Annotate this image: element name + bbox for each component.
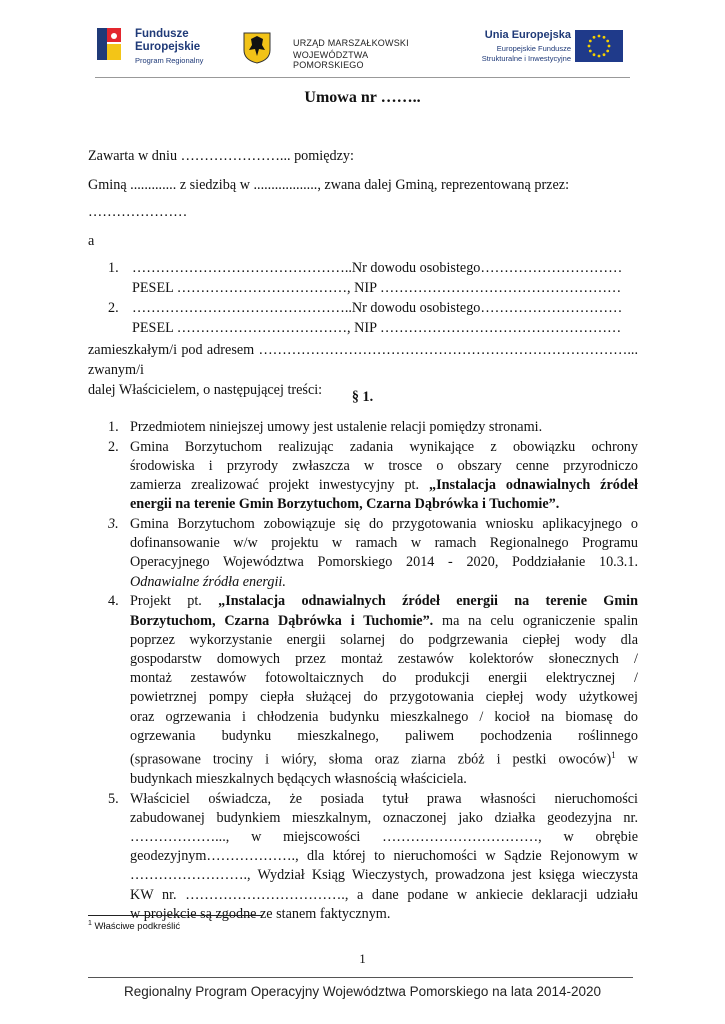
party-2-id-text: ………………………………………..Nr dowodu osobistego………………………… — [132, 300, 623, 316]
footnote-reference: 1 — [611, 749, 616, 760]
item-4 — [108, 592, 638, 789]
header-logos — [95, 26, 630, 70]
intro-and: a — [88, 233, 95, 249]
item-2-number: 2. — [108, 438, 119, 455]
item-5 — [108, 790, 638, 924]
item-3-line-2: dofinansowanie w/w projektu w ramach w ramach Regionalnego Programu — [130, 535, 638, 552]
item-1-text: Przedmiotem niniejszej umowy jest ustalenie relacji pomiędzy stronami. — [130, 419, 543, 435]
item-2-project-title-end: energii na terenie Gmin Borzytuchom, Czarna Dąbrówka i Tuchomie”. — [130, 496, 560, 513]
footnote-rule — [88, 915, 262, 916]
item-5-line-6: KW nr. ……………………………., a dane podane w ankiecie deklaracji udziału — [130, 886, 638, 903]
urzad-marszalkowski-logo — [241, 30, 441, 70]
item-5-line-1: Właściciel oświadcza, że posiada tytuł prawa własności nieruchomości — [130, 790, 638, 807]
pomorskie-crest-icon — [241, 30, 273, 64]
item-4-line-7: oraz ogrzewania i chłodzenia budynku mieszkalnego / kocioł na biomasę do — [130, 708, 638, 725]
unia-europejska-logo — [471, 26, 631, 70]
item-3 — [108, 515, 638, 592]
item-3-line-4: Odnawialne źródła energii. — [130, 573, 286, 590]
eu-flag-icon — [575, 30, 623, 62]
item-4-line-9 — [130, 746, 638, 770]
ue-line2: Europejskie Fundusze — [496, 44, 571, 53]
party-2-pesel-row: PESEL ………………………………, NIP …………………………………………… — [132, 320, 622, 336]
item-4-line-4: gospodarstw domowych przez montaż zestawów kolektorów słonecznych / — [130, 650, 638, 667]
intro-date-line: Zawarta w dniu …………………... pomiędzy: — [88, 148, 354, 164]
item-4-project-title-end: Borzytuchom, Czarna Dąbrówka i Tuchomie”. — [130, 612, 434, 629]
item-2-line-4 — [130, 495, 638, 514]
footnote-mark: 1 — [88, 920, 92, 927]
document-title: Umowa nr …….. — [304, 89, 421, 106]
item-2-line-3-text: zamierza zrealizować projekt inwestycyjny pt. — [130, 477, 429, 494]
item-4-number: 4. — [108, 593, 119, 610]
party-1-id-text: ………………………………………..Nr dowodu osobistego………………………… — [132, 260, 623, 276]
fe-line2: Europejskie — [135, 41, 201, 53]
item-4-line-5: montaż zestawów fotowoltaicznych do produkcji energii elektrycznej / — [130, 670, 638, 687]
item-3-line-1: Gmina Borzytuchom zobowiązuje się do przygotowania wniosku aplikacyjnego o — [130, 516, 638, 533]
fundusze-europejskie-logo — [95, 26, 225, 70]
address-line-1: zamieszkałym/i pod adresem ……………………………………………………………………... zwanym/i — [88, 342, 638, 378]
item-5-line-4: geodezyjnym………………., dla której to nieruchomości w Sądzie Rejonowym w — [130, 848, 638, 865]
item-4-line-1-text: Projekt pt. — [130, 593, 219, 610]
fe-line1: Fundusze — [135, 28, 189, 40]
footer-text: Regionalny Program Operacyjny Województwa Pomorskiego na lata 2014-2020 — [123, 984, 601, 999]
item-2-line-2: środowiska i przyrody zwłaszcza w trosce o obszary cenne przyrodniczo — [130, 457, 638, 474]
item-5-line-5: ……………………., Wydział Ksiąg Wieczystych, prowadzona jest księga wieczysta — [130, 867, 638, 884]
header-divider — [95, 77, 630, 78]
item-4-line-2 — [130, 612, 638, 631]
item-1 — [108, 418, 638, 437]
item-4-line-8: ogrzewania budynku mieszkalnego, paliwem pochodzenia roślinnego — [130, 727, 638, 744]
item-5-line-7: w projekcie są zgodne ze stanem faktycznym. — [130, 905, 391, 922]
item-5-line-2: zabudowanej budynkiem mieszkalnym, oznaczonej jako działka geodezyjna nr. — [130, 809, 638, 826]
ue-line3: Strukturalne i Inwestycyjne — [481, 54, 571, 63]
party-1-pesel-row: PESEL ………………………………, NIP …………………………………………… — [132, 280, 622, 296]
item-4-line-2-text: ma na celu ograniczenie spalin — [433, 612, 638, 629]
ue-line1: Unia Europejska — [484, 29, 571, 41]
intro-gmina-line: Gminą ............. z siedzibą w .................., zwana dalej Gminą, reprezentowaną przez: — [88, 177, 570, 193]
item-4-line-9-text: (sprasowane trociny i wióry, słoma oraz ziarna zbóż i pestki owoców) — [130, 751, 612, 768]
party-2-number: 2. — [108, 300, 119, 316]
item-5-number: 5. — [108, 790, 119, 807]
footnote-text: Właściwe podkreślić — [91, 921, 181, 933]
section-title: § 1. — [351, 389, 374, 405]
party-1-id-row — [108, 258, 648, 278]
um-line1: URZĄD MARSZAŁKOWSKI — [293, 38, 409, 48]
party-1-number: 1. — [108, 260, 119, 276]
item-2 — [108, 438, 638, 515]
item-2-line-3 — [130, 476, 638, 495]
footer-divider — [88, 977, 633, 978]
fe-line3: Program Regionalny — [135, 56, 204, 65]
item-4-line-1 — [130, 592, 638, 611]
party-2-id-row — [108, 298, 648, 318]
item-1-number: 1. — [108, 419, 119, 435]
address-line-2: dalej Właścicielem, o następującej treści: — [88, 382, 323, 398]
intro-representative-line: ………………… — [88, 204, 188, 220]
footnote — [88, 920, 180, 932]
item-3-line-3: Operacyjnego Województwa Pomorskiego 2014 - 2020, Poddziałanie 10.3.1. — [130, 554, 638, 571]
item-4-line-3: poprzez wykorzystanie energii solarnej do podgrzewania ciepłej wody dla — [130, 631, 638, 648]
fe-flag-icon — [95, 26, 129, 62]
item-4-line-10: budynkach mieszkalnych będących własnością właściciela. — [130, 770, 467, 787]
section-items — [108, 418, 638, 925]
um-line2: WOJEWÓDZTWA POMORSKIEGO — [293, 50, 368, 70]
item-3-number: 3. — [108, 516, 119, 533]
item-2-line-1: Gmina Borzytuchom realizując zadania wynikające z obowiązku ochrony — [130, 438, 638, 455]
item-4-line-6: powietrznej pompy ciepła służącej do przygotowania ciepłej wody użytkowej — [130, 689, 638, 706]
page-number: 1 — [359, 951, 366, 966]
item-4-project-title-start: „Instalacja odnawialnych źródeł energii na terenie Gmin — [218, 593, 638, 610]
item-4-line-9-end: w — [615, 751, 639, 768]
item-2-project-title-start: „Instalacja odnawialnych źródeł — [428, 477, 638, 494]
item-5-line-3: ………………..., w miejscowości ……………………………, w obrębie — [130, 829, 638, 845]
parties-list — [108, 258, 648, 338]
